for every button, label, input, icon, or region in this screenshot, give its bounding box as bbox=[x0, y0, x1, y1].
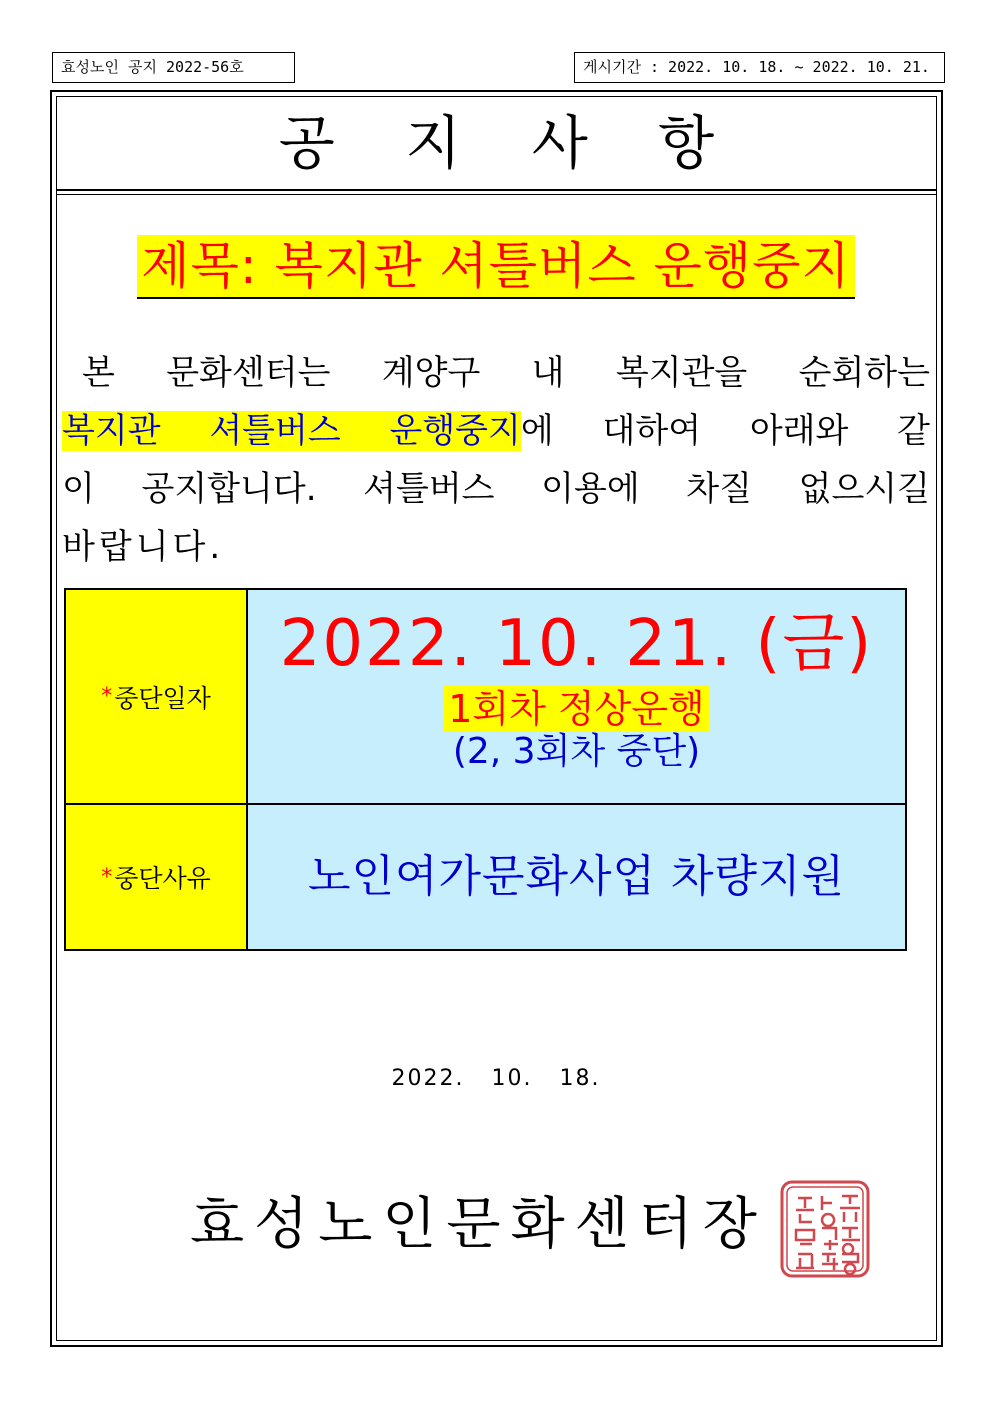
body-line-2 bbox=[62, 411, 930, 451]
notice-number: 효성노인 공지 2022-56호 bbox=[52, 52, 295, 83]
body-line-2-rest: 에 대하여 아래와 같 bbox=[520, 411, 930, 451]
issue-date: 2022. 10. 18. bbox=[391, 1066, 601, 1091]
asterisk: * bbox=[101, 864, 113, 890]
highlighted-phrase: 복지관 셔틀버스 운행중지 bbox=[62, 411, 521, 451]
info-table bbox=[64, 588, 907, 951]
page-title: 공 지 사 항 bbox=[278, 109, 741, 177]
label-suspension-date bbox=[66, 590, 248, 803]
posting-period: 게시기간 : 2022. 10. 18. ~ 2022. 10. 21. bbox=[574, 52, 945, 83]
suspended-runs-note: (2, 3회차 중단) bbox=[452, 731, 701, 772]
label-text: 중단사유 bbox=[114, 864, 211, 893]
value-suspension-reason bbox=[248, 805, 905, 949]
subject-wrap bbox=[0, 235, 992, 299]
signer-name: 효성노인문화센터장 bbox=[190, 1192, 767, 1257]
value-suspension-date bbox=[248, 590, 905, 803]
first-run-note: 1회차 정상운행 bbox=[444, 686, 709, 732]
body-line-3: 이 공지합니다. 셔틀버스 이용에 차질 없으시길 bbox=[62, 469, 930, 509]
title-band bbox=[57, 97, 936, 191]
label-text: 중단일자 bbox=[114, 683, 211, 713]
body-line-4: 바랍니다. bbox=[62, 527, 225, 567]
asterisk: * bbox=[101, 684, 113, 709]
subject-heading: 제목: 복지관 셔틀버스 운행중지 bbox=[137, 235, 854, 299]
suspension-date: 2022. 10. 21. (금) bbox=[279, 607, 874, 681]
suspension-reason: 노인여가문화사업 차량지원 bbox=[307, 851, 846, 902]
body-line-1: 본 문화센터는 계양구 내 복지관을 순회하는 bbox=[82, 353, 930, 393]
table-row-date bbox=[66, 590, 905, 805]
official-seal-stamp bbox=[778, 1178, 872, 1280]
table-row-reason bbox=[66, 805, 905, 949]
label-suspension-reason bbox=[66, 805, 248, 949]
